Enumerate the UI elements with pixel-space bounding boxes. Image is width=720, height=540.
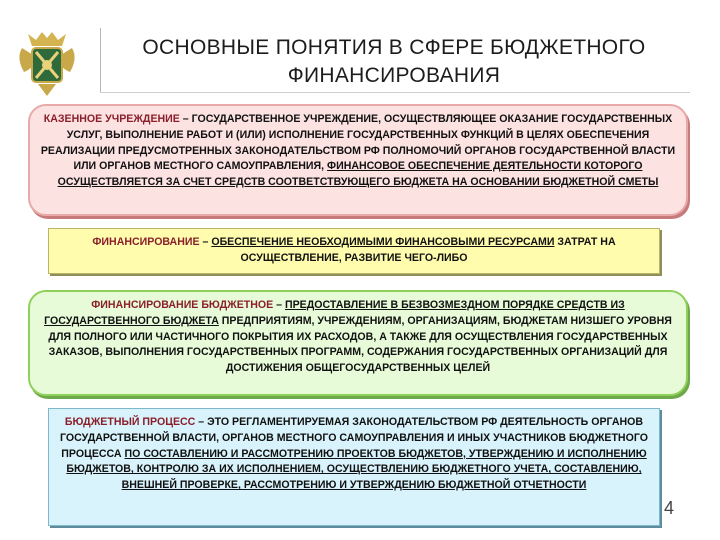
definition-finansirovanie — [48, 228, 660, 274]
definition-text: – ГОСУДАРСТВЕННОЕ УЧРЕЖДЕНИЕ, ОСУЩЕСТВЛЯЮЩЕЕ ОКАЗАНИЕ ГОСУДАРСТВЕННЫХ УСЛУГ, ВЫПОЛНЕНИЕ РАБОТ И (ИЛИ) ИСПОЛНЕНИЕ ГОСУДАРСТВЕННЫХ ФУНКЦИЙ В ЦЕЛЯХ ОБЕСПЕЧЕНИЯ РЕАЛИЗАЦИИ ПРЕДУСМОТРЕННЫХ ЗАКОНОДАТЕЛЬСТВОМ РФ ПОЛНОМОЧИЙ ОРГАНОВ ГОСУДАРСТВЕННОЙ ВЛАСТИ ИЛИ ОРГАНОВ МЕСТНОГО САМОУПРАВЛЕНИЯ, — [40, 113, 676, 173]
definition-byudzhetnyi-process — [48, 408, 660, 526]
definition-text-underlined: ПО СОСТАВЛЕНИЮ И РАССМОТРЕНИЮ ПРОЕКТОВ БЮДЖЕТОВ, УТВЕРЖДЕНИЮ И ИСПОЛНЕНИЮ БЮДЖЕТОВ, КОНТРОЛЮ ЗА ИХ ИСПОЛНЕНИЕМ, ОСУЩЕСТВЛЕНИЮ БЮДЖЕТНОГО УЧЕТА, СОСТАВЛЕНИЮ, ВНЕШНЕЙ ПРОВЕРКЕ, РАССМОТРЕНИЮ И УТВЕРЖДЕНИЮ БЮДЖЕТНОЙ ОТЧЕТНОСТИ — [66, 447, 647, 492]
slide-title-line-1: ОСНОВНЫЕ ПОНЯТИЯ В СФЕРЕ БЮДЖЕТНОГО — [142, 36, 646, 59]
definition-finansirovanie-byudzhetnoe — [28, 290, 688, 396]
definition-text-underlined: ПРЕДОСТАВЛЕНИЕ В БЕЗВОЗМЕЗДНОМ ПОРЯДКЕ СРЕДСТВ ИЗ ГОСУДАРСТВЕННОГО БЮДЖЕТА — [44, 299, 625, 327]
definition-text: – — [273, 299, 285, 311]
definition-text-after: ПРЕДПРИЯТИЯМ, УЧРЕЖДЕНИЯМ, ОРГАНИЗАЦИЯМ, БЮДЖЕТАМ НИЗШЕГО УРОВНЯ ДЛЯ ПОЛНОГО ИЛИ ЧАСТИЧНОГО ПОКРЫТИЯ ИХ РАСХОДОВ, А ТАКЖЕ ДЛЯ ОСУЩЕСТВЛЕНИЯ ГОСУДАРСТВЕННЫХ ЗАКАЗОВ, ВЫПОЛНЕНИЯ ГОСУДАРСТВЕННЫХ ПРОГРАММ, СОДЕРЖАНИЯ ГОСУДАРСТВЕННЫХ ОРГАНИЗАЦИЙ ДЛЯ ДОСТИЖЕНИЯ ОБЩЕГОСУДАРСТВЕННЫХ ЦЕЛЕЙ — [48, 314, 672, 375]
definition-text: – — [199, 236, 212, 248]
definition-text-underlined: ФИНАНСОВОЕ ОБЕСПЕЧЕНИЕ ДЕЯТЕЛЬНОСТИ КОТОРОГО ОСУЩЕСТВЛЯЕТСЯ ЗА СЧЕТ СРЕДСТВ СООТВЕТСТВУЮЩЕГО БЮДЖЕТА НА ОСНОВАНИИ БЮДЖЕТНОЙ СМЕТЫ — [57, 160, 659, 189]
definition-term: ФИНАНСИРОВАНИЕ — [92, 236, 200, 248]
definition-text-after: ЗАТРАТ НА ОСУЩЕСТВЛЕНИЕ, РАЗВИТИЕ ЧЕГО-ЛИБО — [240, 236, 616, 264]
definition-term: БЮДЖЕТНЫЙ ПРОЦЕСС — [64, 416, 196, 428]
definition-term: ФИНАНСИРОВАНИЕ БЮДЖЕТНОЕ — [91, 299, 274, 311]
coat-of-arms-emblem — [14, 28, 80, 100]
slide-title — [104, 34, 684, 90]
slide-number: 4 — [664, 498, 675, 518]
definition-term: КАЗЕННОЕ УЧРЕЖДЕНИЕ — [43, 113, 180, 125]
definition-text: – ЭТО РЕГЛАМЕНТИРУЕМАЯ ЗАКОНОДАТЕЛЬСТВОМ РФ ДЕЯТЕЛЬНОСТЬ ОРГАНОВ ГОСУДАРСТВЕННОЙ ВЛАСТИ, ОРГАНОВ МЕСТНОГО САМОУПРАВЛЕНИЯ И ИНЫХ УЧАСТНИКОВ БЮДЖЕТНОГО ПРОЦЕССА — [60, 416, 648, 460]
slide-title-line-2: ФИНАНСИРОВАНИЯ — [287, 64, 501, 87]
title-divider-horizontal — [100, 92, 690, 93]
title-divider-vertical — [100, 28, 101, 92]
definition-kazennoe-uchrezhdenie — [28, 104, 688, 216]
definition-text-underlined: ОБЕСПЕЧЕНИЕ НЕОБХОДИМЫМИ ФИНАНСОВЫМИ РЕСУРСАМИ — [211, 236, 555, 248]
